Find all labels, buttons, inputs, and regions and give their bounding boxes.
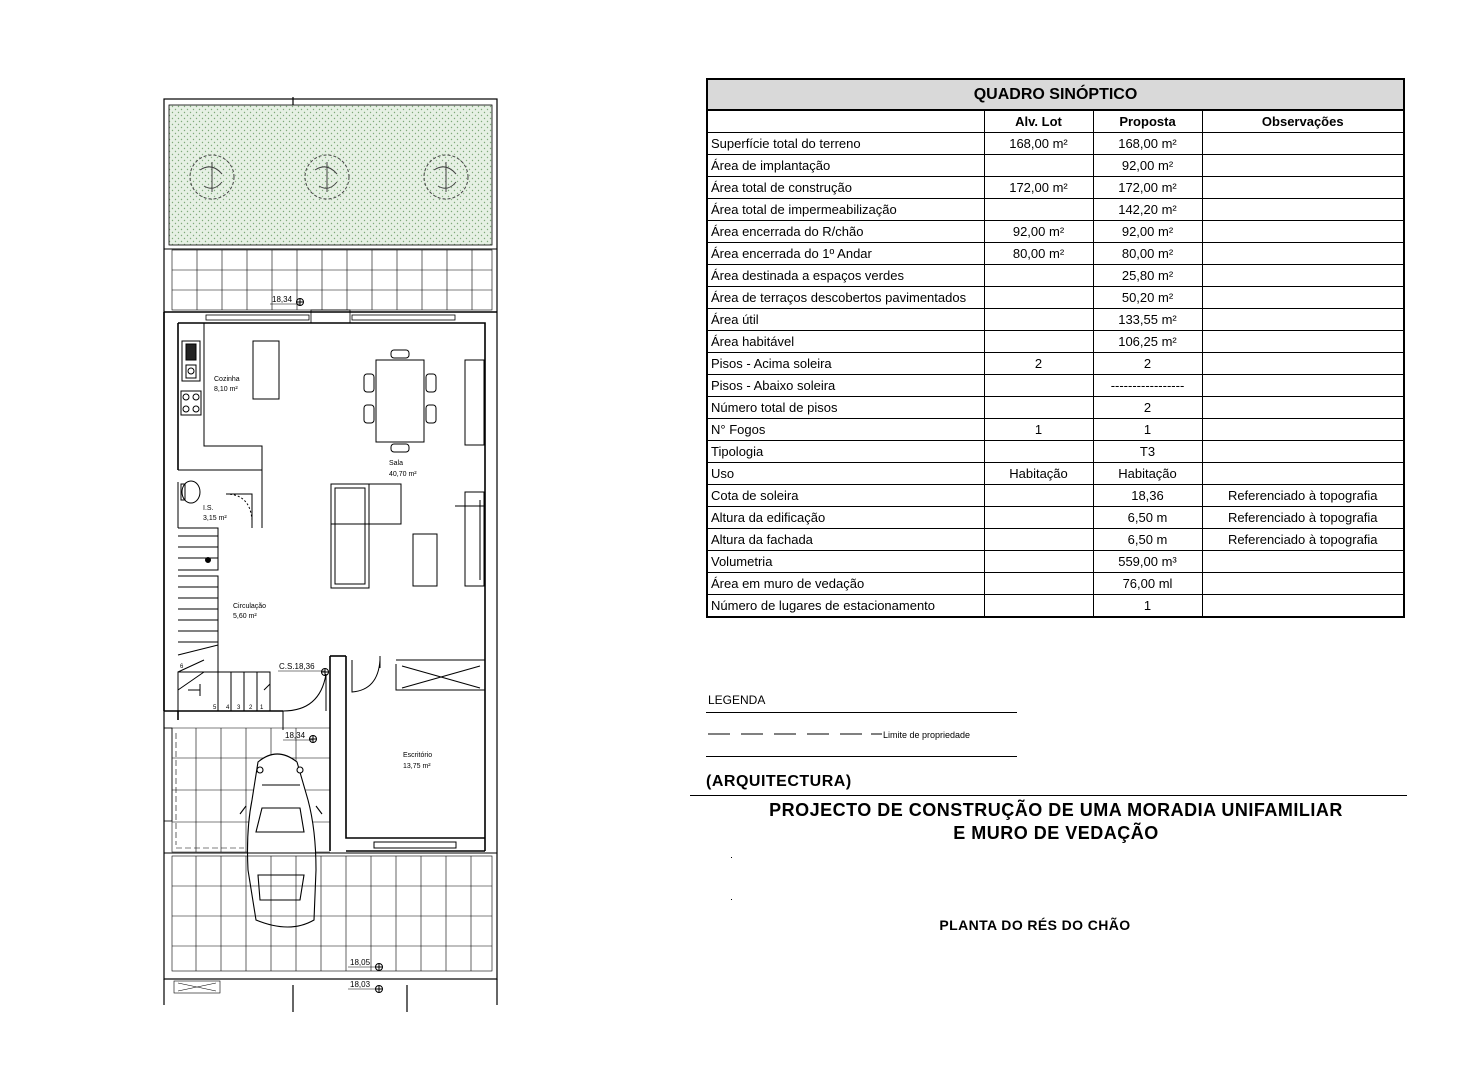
column-header: Proposta — [1093, 110, 1202, 133]
table-cell — [1202, 243, 1404, 265]
stair-numbers — [180, 664, 264, 711]
table-row — [707, 265, 1404, 287]
rear-terrace-paving — [164, 249, 497, 310]
table-row — [707, 551, 1404, 573]
level-marker — [278, 662, 329, 676]
mark-dot — [731, 857, 732, 858]
svg-text:5: 5 — [213, 705, 217, 711]
project-title-line: PROJECTO DE CONSTRUÇÃO DE UMA MORADIA UNIFAMILIAR — [769, 800, 1343, 820]
table-cell — [984, 595, 1093, 618]
svg-text:Circulação: Circulação — [233, 603, 267, 610]
garden-area — [169, 105, 492, 245]
table-cell: 106,25 m² — [1093, 331, 1202, 353]
quadro-sinoptico-table — [706, 78, 1405, 618]
table-cell — [984, 507, 1093, 529]
table-cell: Habitação — [1093, 463, 1202, 485]
dining-table — [364, 350, 484, 452]
table-cell — [984, 551, 1093, 573]
svg-text:1: 1 — [260, 705, 264, 711]
row-label: Volumetria — [707, 551, 984, 573]
table-cell: 25,80 m² — [1093, 265, 1202, 287]
table-row — [707, 507, 1404, 529]
table-cell: 2 — [1093, 397, 1202, 419]
row-label: Número total de pisos — [707, 397, 984, 419]
svg-text:I.S.: I.S. — [203, 505, 214, 512]
svg-text:3: 3 — [237, 705, 241, 711]
table-cell: 18,36 — [1093, 485, 1202, 507]
car-icon — [240, 754, 322, 927]
table-cell — [1202, 155, 1404, 177]
table-cell: 2 — [984, 353, 1093, 375]
table-cell: T3 — [1093, 441, 1202, 463]
table-row — [707, 199, 1404, 221]
svg-text:Cozinha: Cozinha — [214, 376, 240, 383]
table-cell — [1202, 419, 1404, 441]
row-label: Área em muro de vedação — [707, 573, 984, 595]
table-cell — [1202, 551, 1404, 573]
column-header — [707, 110, 984, 133]
level-marker — [270, 295, 304, 306]
svg-text:13,75 m²: 13,75 m² — [403, 763, 431, 770]
table-cell — [1202, 331, 1404, 353]
row-label: Superfície total do terreno — [707, 133, 984, 155]
table-cell: 172,00 m² — [984, 177, 1093, 199]
row-label: Uso — [707, 463, 984, 485]
row-label: N° Fogos — [707, 419, 984, 441]
table-header-row — [707, 110, 1404, 133]
storage — [178, 528, 218, 655]
table-cell — [1202, 573, 1404, 595]
table-cell — [1202, 199, 1404, 221]
svg-text:8,10 m²: 8,10 m² — [214, 386, 238, 393]
row-label: Área total de construção — [707, 177, 984, 199]
legend-divider — [706, 756, 1017, 757]
svg-text:2: 2 — [249, 705, 253, 711]
table-cell: 92,00 m² — [1093, 155, 1202, 177]
table-row — [707, 331, 1404, 353]
table-row — [707, 353, 1404, 375]
svg-text:Escritório: Escritório — [403, 752, 433, 759]
table-cell: 80,00 m² — [984, 243, 1093, 265]
table-cell — [1202, 441, 1404, 463]
table-row — [707, 485, 1404, 507]
column-header: Alv. Lot — [984, 110, 1093, 133]
kitchen — [178, 323, 279, 528]
level-marker — [348, 980, 383, 993]
table-cell: Referenciado à topografia — [1202, 529, 1404, 551]
svg-text:Sala: Sala — [389, 460, 404, 467]
table-row — [707, 441, 1404, 463]
row-label: Área habitável — [707, 331, 984, 353]
room-label-circulacao — [233, 603, 266, 620]
table-cell: 142,20 m² — [1093, 199, 1202, 221]
table-cell — [1202, 397, 1404, 419]
table-cell — [984, 265, 1093, 287]
table-cell: 168,00 m² — [984, 133, 1093, 155]
row-label: Área de implantação — [707, 155, 984, 177]
legend-divider — [706, 712, 1017, 713]
table-cell — [984, 309, 1093, 331]
title-rule — [690, 795, 1407, 796]
table-row — [707, 155, 1404, 177]
svg-text:18,03: 18,03 — [350, 980, 371, 989]
table-row — [707, 463, 1404, 485]
table-cell — [984, 529, 1093, 551]
table-cell — [1202, 463, 1404, 485]
table-cell — [984, 199, 1093, 221]
table-cell: 76,00 ml — [1093, 573, 1202, 595]
living-furniture — [331, 484, 485, 588]
discipline-label: (ARQUITECTURA) — [706, 773, 852, 790]
table-cell: 1 — [1093, 595, 1202, 618]
table-cell: 133,55 m² — [1093, 309, 1202, 331]
table-cell — [1202, 595, 1404, 618]
row-label: Área de terraços descobertos pavimentados — [707, 287, 984, 309]
table-row — [707, 419, 1404, 441]
table-cell — [1202, 177, 1404, 199]
svg-text:3,15 m²: 3,15 m² — [203, 515, 227, 522]
table-cell: 172,00 m² — [1093, 177, 1202, 199]
row-label: Área encerrada do 1º Andar — [707, 243, 984, 265]
row-label: Número de lugares de estacionamento — [707, 595, 984, 618]
table-cell: 6,50 m — [1093, 507, 1202, 529]
row-label: Área útil — [707, 309, 984, 331]
row-label: Tipologia — [707, 441, 984, 463]
table-cell — [1202, 265, 1404, 287]
table-row — [707, 133, 1404, 155]
room-label-sala — [389, 460, 417, 478]
table-cell: 1 — [984, 419, 1093, 441]
row-label: Altura da fachada — [707, 529, 984, 551]
front-paving — [164, 853, 497, 993]
table-cell: Referenciado à topografia — [1202, 485, 1404, 507]
table-cell — [984, 573, 1093, 595]
project-title-line: E MURO DE VEDAÇÃO — [953, 823, 1159, 843]
table-row — [707, 595, 1404, 618]
row-label: Área encerrada do R/chão — [707, 221, 984, 243]
table-row — [707, 221, 1404, 243]
table-cell — [1202, 375, 1404, 397]
row-label: Cota de soleira — [707, 485, 984, 507]
table-body — [707, 133, 1404, 618]
svg-text:6: 6 — [180, 664, 184, 670]
row-label: Pisos - Abaixo soleira — [707, 375, 984, 397]
svg-text:4: 4 — [226, 705, 230, 711]
table-cell: Habitação — [984, 463, 1093, 485]
table-cell: 168,00 m² — [1093, 133, 1202, 155]
svg-text:C.S.18,36: C.S.18,36 — [279, 662, 315, 671]
table-cell — [1202, 309, 1404, 331]
mark-dot — [731, 899, 732, 900]
table-cell: 92,00 m² — [984, 221, 1093, 243]
legend-title: LEGENDA — [708, 693, 766, 707]
room-label-cozinha — [214, 376, 240, 393]
table-cell — [1202, 353, 1404, 375]
table-row — [707, 529, 1404, 551]
table-cell — [984, 155, 1093, 177]
table-cell — [984, 287, 1093, 309]
svg-text:18,34: 18,34 — [285, 731, 306, 740]
room-label-is — [203, 505, 227, 522]
table-cell — [1202, 287, 1404, 309]
row-label: Pisos - Acima soleira — [707, 353, 984, 375]
table-title: QUADRO SINÓPTICO — [707, 79, 1404, 110]
table-cell — [984, 375, 1093, 397]
table-cell — [984, 397, 1093, 419]
legend-item-label: Limite de propriedade — [883, 730, 971, 740]
table-row — [707, 309, 1404, 331]
table-cell: 559,00 m³ — [1093, 551, 1202, 573]
table-row — [707, 177, 1404, 199]
table-row — [707, 375, 1404, 397]
stair — [178, 645, 270, 711]
drawing-title: PLANTA DO RÉS DO CHÃO — [939, 917, 1131, 933]
svg-text:18,05: 18,05 — [350, 958, 371, 967]
table-cell: 6,50 m — [1093, 529, 1202, 551]
table-cell: 80,00 m² — [1093, 243, 1202, 265]
table-cell — [1202, 133, 1404, 155]
table-cell — [984, 441, 1093, 463]
table-row — [707, 287, 1404, 309]
svg-text:40,70 m²: 40,70 m² — [389, 471, 417, 478]
svg-text:5,60 m²: 5,60 m² — [233, 613, 257, 620]
column-header: Observações — [1202, 110, 1404, 133]
table-cell — [984, 485, 1093, 507]
level-marker — [283, 731, 317, 743]
row-label: Área total de impermeabilização — [707, 199, 984, 221]
table-cell: 92,00 m² — [1093, 221, 1202, 243]
row-label: Altura da edificação — [707, 507, 984, 529]
svg-text:18,34: 18,34 — [272, 295, 293, 304]
table-cell — [984, 331, 1093, 353]
room-label-escritorio — [403, 752, 432, 770]
table-cell: 1 — [1093, 419, 1202, 441]
project-title — [706, 799, 1406, 845]
table-cell: ----------------- — [1093, 375, 1202, 397]
row-label: Área destinada a espaços verdes — [707, 265, 984, 287]
level-marker — [348, 958, 383, 971]
table-cell: 2 — [1093, 353, 1202, 375]
table-row — [707, 573, 1404, 595]
table-row — [707, 243, 1404, 265]
table-cell: 50,20 m² — [1093, 287, 1202, 309]
floor-plan — [0, 0, 690, 1080]
table-row — [707, 397, 1404, 419]
table-cell — [1202, 221, 1404, 243]
table-cell: Referenciado à topografia — [1202, 507, 1404, 529]
